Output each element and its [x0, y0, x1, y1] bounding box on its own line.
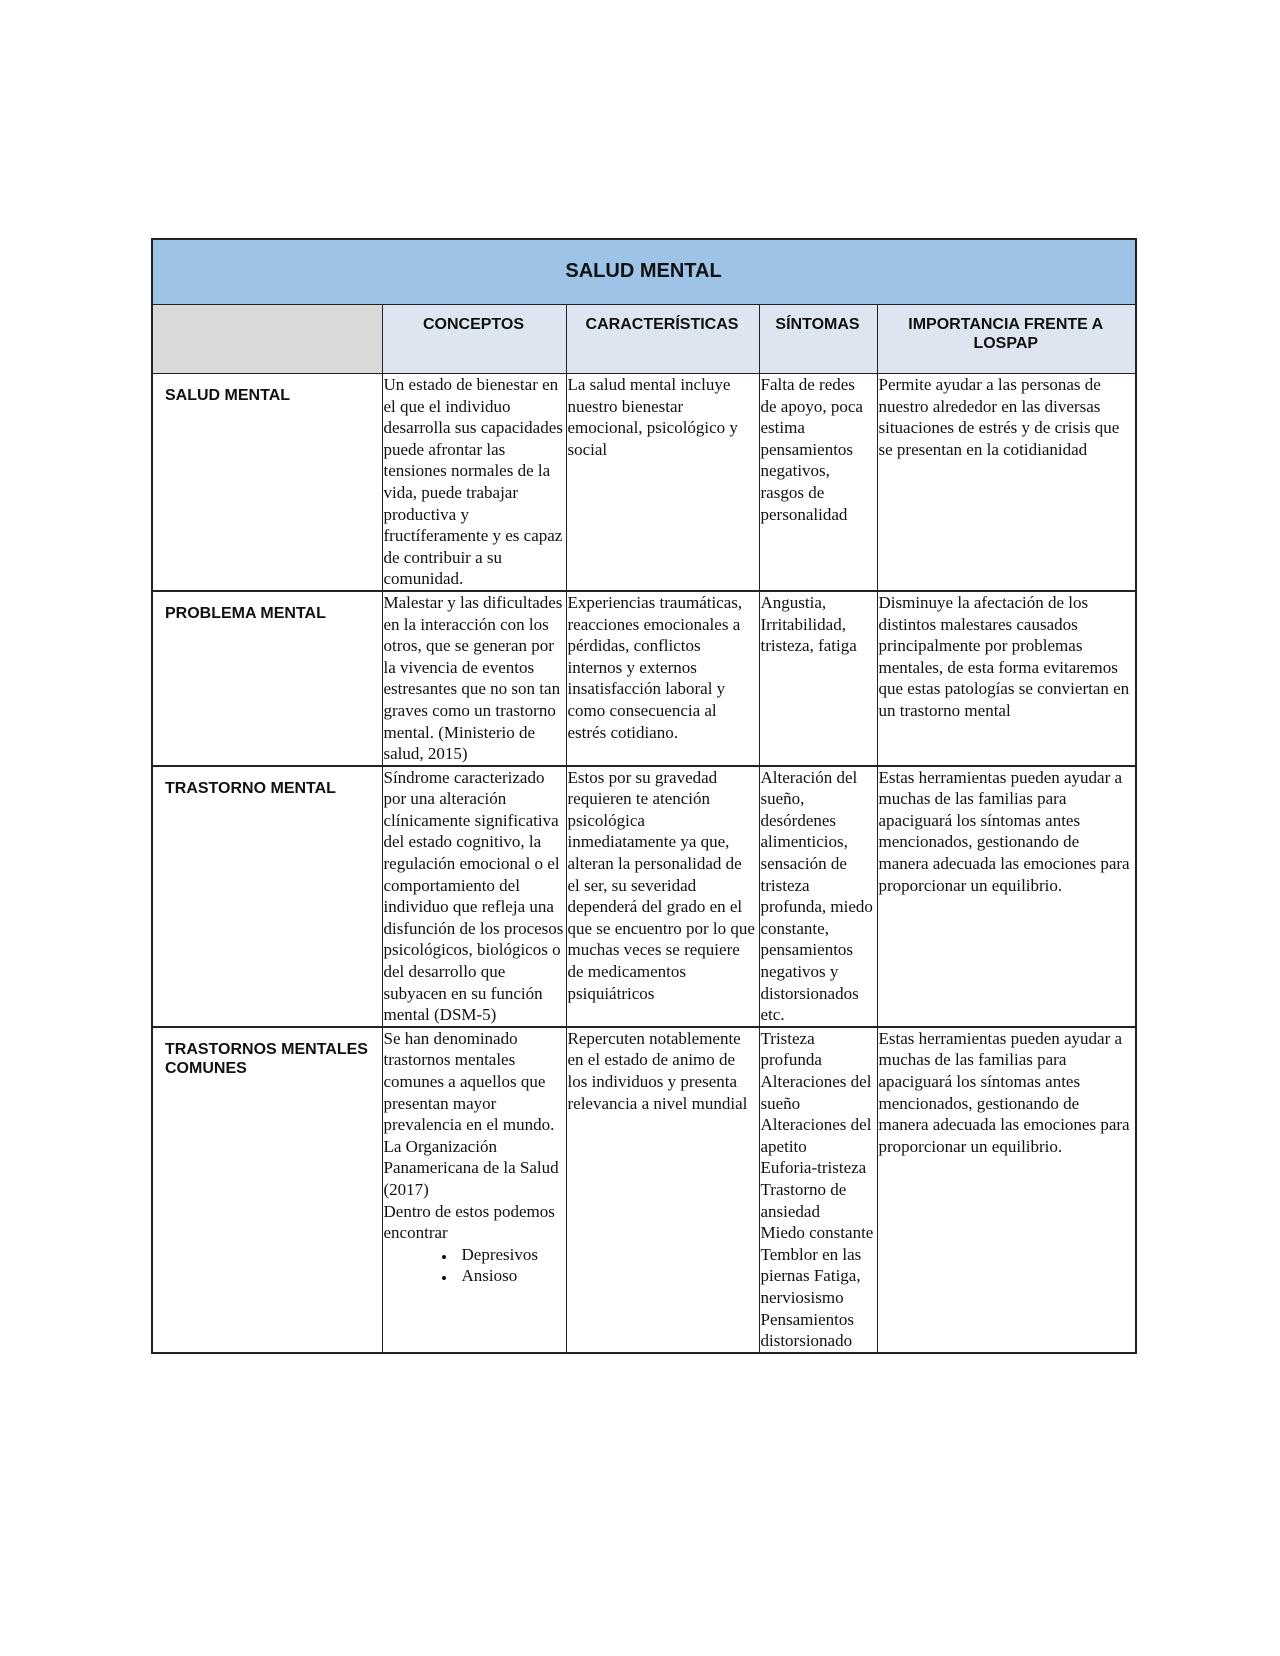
- concepto-bullet-list: [384, 1244, 564, 1287]
- header-blank-cell: [152, 305, 382, 374]
- sintomas-cell: Falta de redes de apoyo, poca estima pensamientos negativos, rasgos de personalidad: [759, 374, 877, 591]
- importancia-cell: Estas herramientas pueden ayudar a muchas de las familias para apaciguará los síntomas antes mencionados, gestionando de manera adecuada las emociones para proporcionar un equilibrio.: [877, 766, 1136, 1027]
- header-importancia: IMPORTANCIA FRENTE A LOSPAP: [877, 305, 1136, 374]
- caracteristicas-cell: La salud mental incluye nuestro bienestar emocional, psicológico y social: [566, 374, 759, 591]
- sintomas-cell: Tristeza profunda Alteraciones del sueño Alteraciones del apetito Euforia-tristeza Trastorno de ansiedad Miedo constante Temblor en las piernas Fatiga, nerviosismo Pensamientos distorsionado: [759, 1027, 877, 1353]
- importancia-cell: Estas herramientas pueden ayudar a muchas de las familias para apaciguará los síntomas antes mencionados, gestionando de manera adecuada las emociones para proporcionar un equilibrio.: [877, 1027, 1136, 1353]
- importancia-cell: Disminuye la afectación de los distintos malestares causados principalmente por problemas mentales, de esta forma evitaremos que estas patologías se conviertan en un trastorno mental: [877, 591, 1136, 766]
- list-item: • Ansioso: [456, 1265, 564, 1287]
- table-row: [152, 766, 1136, 1027]
- sintomas-cell: Angustia, Irritabilidad, tristeza, fatiga: [759, 591, 877, 766]
- row-label: SALUD MENTAL: [152, 374, 382, 591]
- concepto-text: Se han denominado trastornos mentales comunes a aquellos que presentan mayor prevalencia en el mundo. La Organización Panamericana de la Salud (2017) Dentro de estos podemos encontrar: [383, 1028, 559, 1243]
- caracteristicas-cell: Estos por su gravedad requieren te atención psicológica inmediatamente ya que, alteran la personalidad de el ser, su severidad dependerá del grado en el que se encuentro por lo que muchas veces se requiere de medicamentos psiquiátricos: [566, 766, 759, 1027]
- caracteristicas-cell: Experiencias traumáticas, reacciones emocionales a pérdidas, conflictos internos y externos insatisfacción laboral y como consecuencia al estrés cotidiano.: [566, 591, 759, 766]
- table-title: SALUD MENTAL: [152, 239, 1136, 305]
- concepto-cell: [382, 1027, 566, 1353]
- table-row: [152, 1027, 1136, 1353]
- concepto-cell: Un estado de bienestar en el que el individuo desarrolla sus capacidades puede afrontar las tensiones normales de la vida, puede trabajar productiva y fructíferamente y es capaz de contribuir a su comunidad.: [382, 374, 566, 591]
- row-label: TRASTORNOS MENTALES COMUNES: [152, 1027, 382, 1353]
- table-row: [152, 591, 1136, 766]
- sintomas-cell: Alteración del sueño, desórdenes alimenticios, sensación de tristeza profunda, miedo constante, pensamientos negativos y distorsionados etc.: [759, 766, 877, 1027]
- list-item: • Depresivos: [456, 1244, 564, 1266]
- table-row: [152, 374, 1136, 591]
- header-sintomas: SÍNTOMAS: [759, 305, 877, 374]
- caracteristicas-cell: Repercuten notablemente en el estado de animo de los individuos y presenta relevancia a nivel mundial: [566, 1027, 759, 1353]
- row-label: PROBLEMA MENTAL: [152, 591, 382, 766]
- concepto-cell: Síndrome caracterizado por una alteración clínicamente significativa del estado cognitivo, la regulación emocional o el comportamiento del individuo que refleja una disfunción de los procesos psicológicos, biológicos o del desarrollo que subyacen en su función mental (DSM-5): [382, 766, 566, 1027]
- header-caracteristicas: CARACTERÍSTICAS: [566, 305, 759, 374]
- importancia-cell: Permite ayudar a las personas de nuestro alrededor en las diversas situaciones de estrés y de crisis que se presentan en la cotidianidad: [877, 374, 1136, 591]
- row-label: TRASTORNO MENTAL: [152, 766, 382, 1027]
- concepto-cell: Malestar y las dificultades en la interacción con los otros, que se generan por la vivencia de eventos estresantes que no son tan graves como un trastorno mental. (Ministerio de salud, 2015): [382, 591, 566, 766]
- salud-mental-table: [151, 238, 1137, 1354]
- header-conceptos: CONCEPTOS: [382, 305, 566, 374]
